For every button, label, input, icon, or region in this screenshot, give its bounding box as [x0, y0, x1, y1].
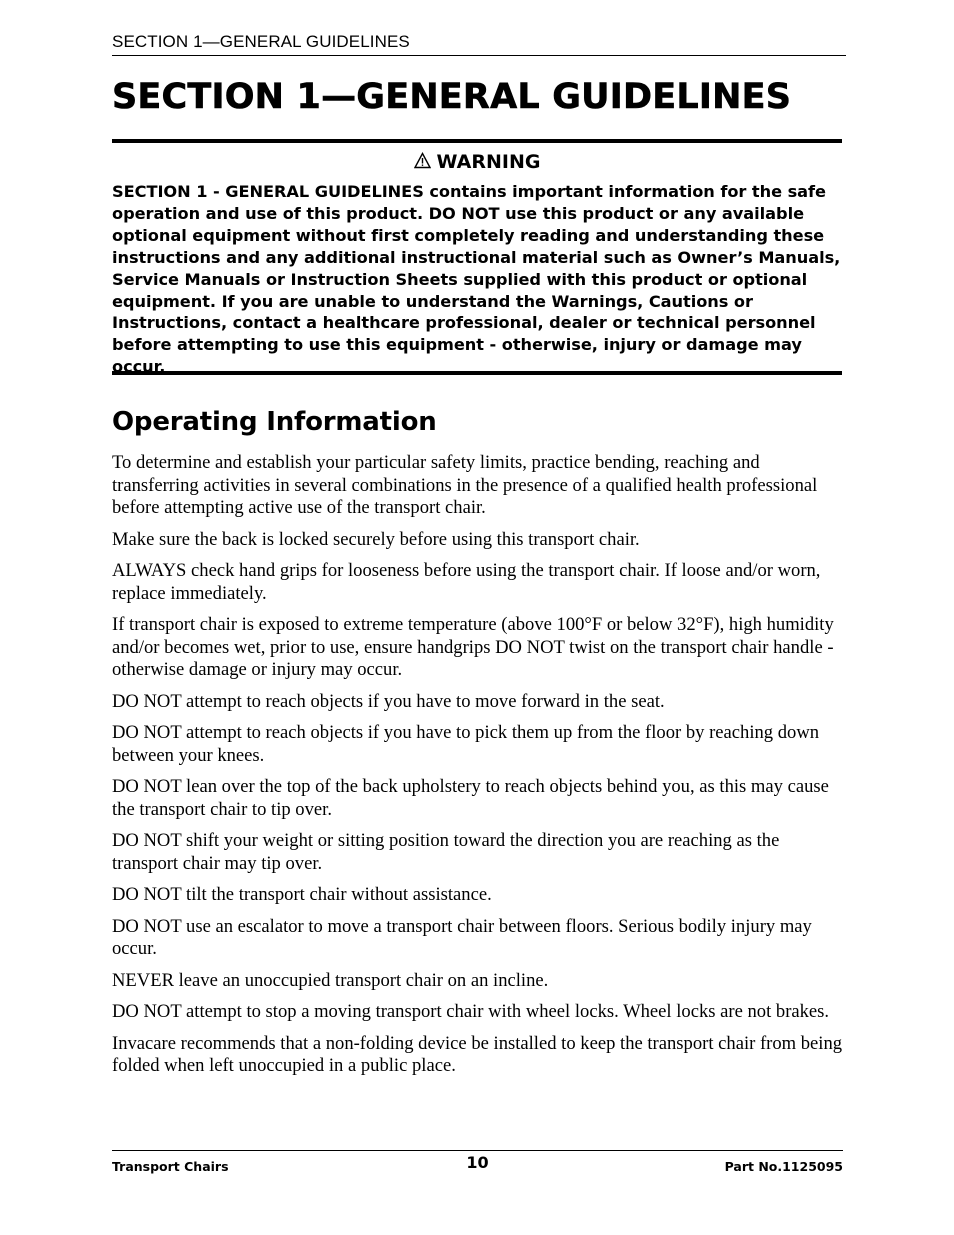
- warning-text: SECTION 1 - GENERAL GUIDELINES contains important information for the safe operation and use of this product. DO NOT use this product or any available optional equipment without first completely reading and understanding these instructions and any additional instructional material such as Owner’s Manuals, Service Manuals or Instruction Sheets supplied with this product or optional equipment. If you are unable to understand the Warnings, Cautions or Instructions, contact a healthcare professional, dealer or technical personnel before attempting to use this equipment - otherwise, injury or damage may occur.: [112, 182, 841, 377]
- paragraph: DO NOT lean over the top of the back upholstery to reach objects behind you, as this may cause the transport chair to tip over.: [112, 776, 829, 820]
- paragraph: DO NOT use an escalator to move a transport chair between floors. Serious bodily injury may occur.: [112, 915, 812, 959]
- section-title: SECTION 1—GENERAL GUIDELINES: [112, 77, 792, 117]
- operating-information-title: Operating Information: [112, 407, 437, 437]
- paragraph: DO NOT shift your weight or sitting position toward the direction you are reaching as the transport chair may tip over.: [112, 830, 780, 874]
- running-header: SECTION 1—GENERAL GUIDELINES: [112, 32, 846, 56]
- footer-product-name: Transport Chairs: [112, 1159, 229, 1174]
- paragraph: DO NOT attempt to reach objects if you have to pick them up from the floor by reaching down between your knees.: [112, 722, 820, 766]
- paragraph: NEVER leave an unoccupied transport chair on an incline.: [112, 969, 549, 991]
- paragraph: DO NOT attempt to reach objects if you have to move forward in the seat.: [112, 690, 665, 712]
- paragraph: DO NOT attempt to stop a moving transport chair with wheel locks. Wheel locks are not brakes.: [112, 1001, 830, 1022]
- warning-heading-label: WARNING: [436, 151, 541, 173]
- paragraph: To determine and establish your particular safety limits, practice bending, reaching and transferring activities in several combinations in the presence of a qualified health professional before attempting active use of the transport chair.: [112, 452, 818, 518]
- paragraph: If transport chair is exposed to extreme temperature (above 100°F or below 32°F), high humidity and/or becomes wet, prior to use, ensure handgrips DO NOT twist on the transport chair handle - otherwise damage or injury may occur.: [112, 614, 834, 680]
- footer-part-number: Part No.1125095: [724, 1159, 843, 1174]
- page-number: 10: [466, 1153, 489, 1172]
- paragraph: Invacare recommends that a non-folding device be installed to keep the transport chair from being folded when left unoccupied in a public place.: [112, 1032, 843, 1076]
- paragraph: ALWAYS check hand grips for looseness before using the transport chair. If loose and/or worn, replace immediately.: [112, 560, 821, 604]
- warning-triangle-icon: [414, 150, 431, 167]
- paragraph: Make sure the back is locked securely before using this transport chair.: [112, 528, 640, 550]
- warning-box: [112, 139, 842, 375]
- paragraph: DO NOT tilt the transport chair without assistance.: [112, 884, 492, 905]
- page-footer: [112, 1150, 843, 1174]
- operating-information-body: [112, 452, 844, 1087]
- warning-heading: [112, 149, 842, 175]
- document-page: [112, 0, 843, 1235]
